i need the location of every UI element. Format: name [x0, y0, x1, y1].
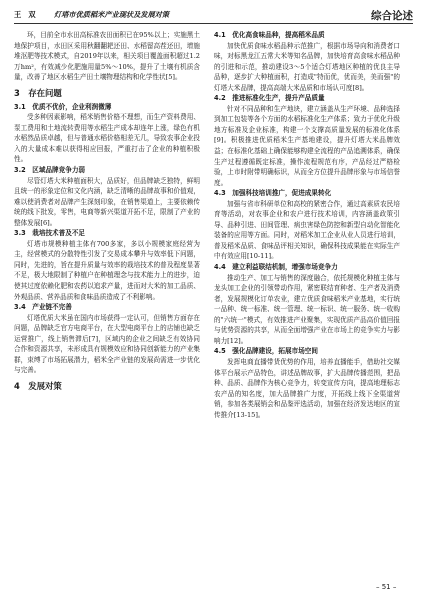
heading-4-2: 4.2 推进标准化生产，提升产品质量: [214, 94, 325, 103]
header-section-label: 综合论述: [371, 10, 413, 22]
paragraph-3-3: 灯塔市规模种植主体有700多家，多以小规模家庭经营为主，经营模式的分散特性引发了交易成本攀升与效率低下问题，同时，先进的，旨在提升质量与效率的栽培技术的普及程度显著不足，极大地限制了种植户在种植理念与技术能力上的进步，迫使其过度依赖化肥和农药以追求产量，进而对大米的加工品质、外观品质、营养品质和食味品质造成了不利影响。: [14, 239, 200, 301]
paragraph-3-1: 受多种因素影响，稻米销售价格不理想，而生产资料费用、泵工费用和土地流转费用等水稻生产成本却连年上涨，绿色有机水稻然品质卓越，但与普通水稻价格相差无几，导致农事企业投入的大量成本难以获得相应回报，严重打击了企业的种植积极性。: [14, 113, 200, 164]
heading-3-4: 3.4 产业链不完善: [14, 303, 72, 312]
heading-3-2: 3.2 区域品牌竞争力弱: [14, 166, 86, 175]
paragraph-4-5: 发挥电商直播带货优势的作用，培养直播能手，借助社交媒体平台展示产品特色，讲述品牌故事，扩大品牌传播范围，把品种、品质、品牌作为核心竞争力，转变宣传方向，提高地理标志农产品的知名度，加大品牌推广力度，开拓线上线下全渠道营销，参加各类展销会和品鉴评选活动，加强在经济发达地区的宣传推介[13-15]。: [214, 357, 400, 419]
paragraph-4-1: 加快优质食味水稻品种示范推广，根据市场导向和消费者口味，对标黑龙江五常大米等知名品牌，加快培育高食味水稻品种的引进和示范，推动建设3～5个适合灯塔地区种植的优良主导品种，逐步扩大种植面积，打造成"特而优，优而美，美而强"的灯塔大米品牌，提高高端大米品质和市场认可度[8]。: [214, 41, 400, 92]
paragraph-4-3: 加强与省市科研单位和高校的紧密合作，通过高素质农民培育等活动，对农事企业和农户进行技术培训，内容涵盖政策引导、品种引进、田间管理、病虫害绿色防控和新型自动化智能化装备的应用等方面。同时，对稻米加工企业从业人员进行培训，普及稻米品质、食味品评相关知识，确保科技成果能在实际生产中有效应用[10-11]。: [214, 199, 400, 261]
paragraph-continued: 环，目前全市水田高标准农田面积已在95%以上；实施黑土地保护项目，水田区采用秋翻翻耙还田、水稻留高茬还田，增施堆沤肥等技术模式，自2019年以来，相关项目覆盖面积超过1.2万hm²，有效减少化肥施用量5%～10%，提升了土壤有机质含量，改善了地区水稻生产田土壤物理结构和化学性状[5]。: [14, 31, 200, 82]
heading-section-4: 4 发展对策: [14, 380, 62, 391]
left-column: [14, 30, 200, 575]
heading-section-3: 3 存在问题: [14, 87, 62, 98]
heading-4-4: 4.4 建立利益联结机制，增强市场竞争力: [214, 263, 338, 272]
paragraph-3-4: 灯塔优质大米虽在国内市场获得一定认可，但销售方面存在问题，品牌缺乏官方电商平台，在大型电商平台上的店铺也缺乏运营推广，线上销售滞后[7]，区域内的企业之间缺乏有效协同合作和资源共享，未形成具有规模效应和协同创新能力的产业集群，束缚了市场拓展潜力，稻米全产业链的发展尚需进一步优化与完善。: [14, 313, 200, 375]
header-rule: [14, 23, 413, 24]
heading-4-3: 4.3 加强科技培训推广，促进成果转化: [214, 189, 332, 198]
header-author: 王 双: [14, 10, 36, 19]
heading-4-1: 4.1 优化高食味品种，提高稻米品质: [214, 31, 325, 39]
right-column: [214, 30, 400, 575]
page-header: [14, 8, 413, 26]
paragraph-4-2: 针对不同品种和生产地块，建立涵盖从生产环境、品种选择到加工包装等各个方面的水稻标准化生产体系；致力于优化升级地方标准及企业标准，构建一个支撑高质量发展的标准化体系[9]。积极推进优质稻米生产基地建设，提升灯塔大米品牌效益；在标准化基础上确保能够构建全流程的产品追溯体系，确保生产过程遵循既定标准，操作流程规范有序，产品经过严格检验，上市时附带明确标识，从而全方位提升品牌形象与市场信誉度。: [214, 104, 400, 187]
page-number: – 51 –: [376, 583, 397, 591]
heading-4-5: 4.5 强化品牌建设，拓展市场空间: [214, 347, 318, 356]
heading-3-1: 3.1 优质不优价，企业利润微薄: [14, 102, 112, 111]
header-running-title: 灯塔市优质稻米产业现状及发展对策: [54, 10, 170, 19]
paragraph-4-4: 推动生产、加工与销售的深度融合，依托规模化种植主体与龙头加工企业的引领带动作用，紧密联结育种者、生产者及消费者，发展规模化订单农业，建立优质食味稻米产业基地，实行统一品种、统一标准、统一管理、统一标识、统一服务、统一收购的"六统一"模式，有效推进产业聚集，实现优质产品高价值回报与优势资源的共享，从而全面增强产业在市场上的竞争实力与影响力[12]。: [214, 273, 400, 345]
paragraph-3-2: 尽管灯塔大米种植面积大，品质好，但品牌缺乏独特，鲜明且统一的形象定位和文化内涵，缺乏清晰的品牌故事和价值观，难以使消费者对品牌产生深刻印象，在销售渠道上，主要依赖传统的线下批发，零售，电商等新兴渠道开拓不足，限制了产业的整体发展[6]。: [14, 176, 200, 227]
heading-3-3: 3.3 栽培技术普及不足: [14, 229, 86, 238]
